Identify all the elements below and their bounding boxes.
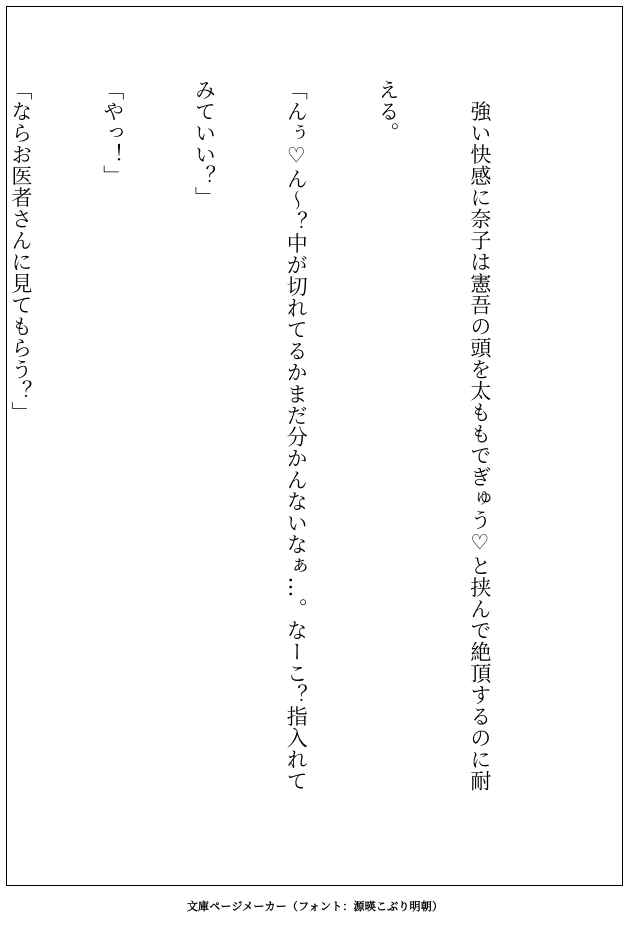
text-line: 「んぅ♡ん〜？中が切れてるかまだ分かんないなぁ…。なーこ？指入れて: [284, 79, 309, 792]
text-line: 強い快感に奈子は憲吾の頭を太ももでぎゅう♡と挟んで絶頂するのに耐: [467, 79, 492, 792]
vertical-text-body: [0, 79, 556, 879]
text-line: みていい？」: [192, 79, 217, 208]
text-line: 「ならお医者さんに見てもらう？」: [8, 79, 33, 423]
footer-credit: 文庫ページメーカー（フォント：源暎こぶり明朝）: [186, 900, 444, 913]
page-frame: [6, 6, 623, 886]
text-line: える。: [376, 79, 401, 144]
text-line: 「やっ！」: [100, 79, 125, 187]
